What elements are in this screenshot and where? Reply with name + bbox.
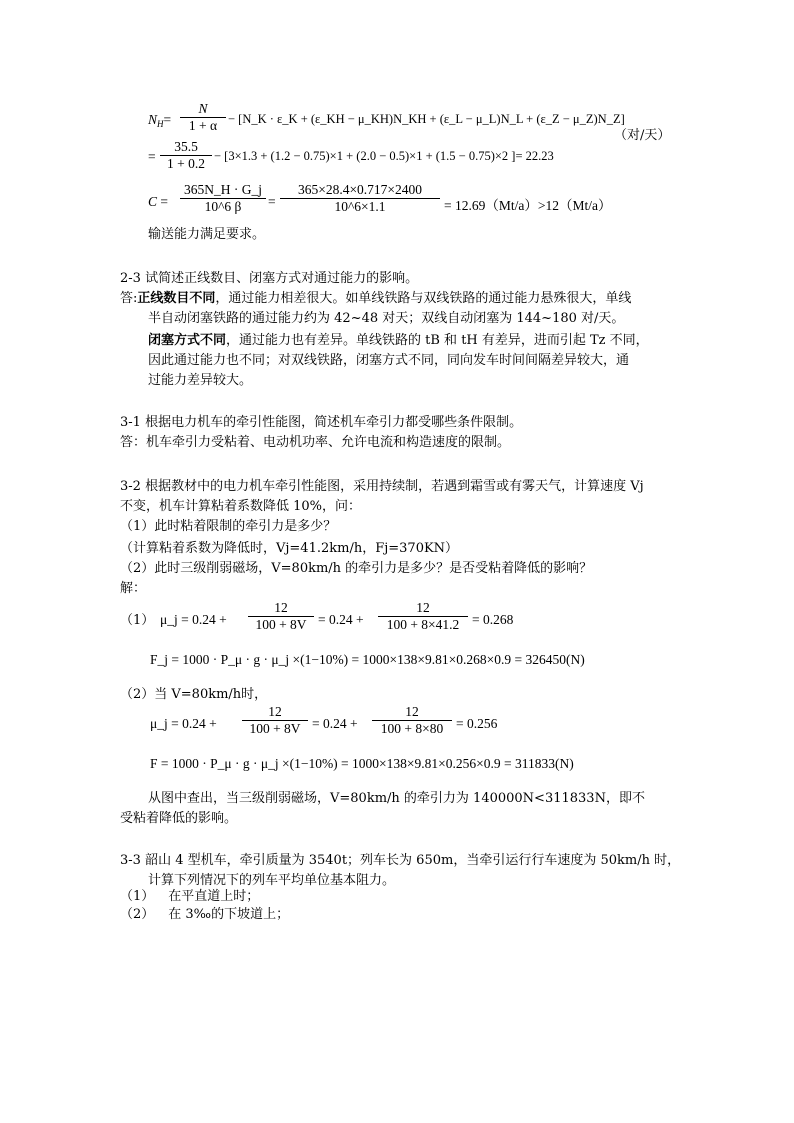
q32-line2: 不变，机车计算粘着系数降低 10%，问： (120, 499, 362, 514)
p1-fraction1: 12 100 + 8V (248, 600, 314, 633)
eq3-fraction2: 365×28.4×0.717×2400 10^6×1.1 (280, 182, 440, 215)
p1-force-equation: F_j = 1000 · P_μ · g · μ_j ×(1−10%) = 1000×138×9.81×0.268×0.9 = 326450(N) (150, 652, 585, 667)
q31-question: 3-1 根据电力机车的牵引性能图，简述机车牵引力都受哪些条件限制。 (120, 415, 523, 430)
p2-mid: = 0.24 + (312, 716, 358, 731)
q32-line1: 3-2 根据教材中的电力机车牵引性能图，采用持续制，若遇到霜雪或有雾天气，计算速度 Vj (120, 479, 644, 494)
p2-mu-lhs: μ_j = 0.24 + (150, 716, 217, 731)
eq2-bracket-terms: − [3×1.3 + (1.2 − 0.75)×1 + (2.0 − 0.5)×1 + (1.5 − 0.75)×2 ]= 22.23 (214, 149, 554, 163)
p1-result: = 0.268 (472, 612, 514, 627)
eq3-C: C = (148, 194, 169, 209)
p2-result: = 0.256 (456, 716, 498, 731)
q23-question: 2-3 试简述正线数目、闭塞方式对通过能力的影响。 (120, 271, 419, 286)
q23-answer-line3: 闭塞方式不同，通过能力也有差异。单线铁路的 tB 和 tH 有差异，进而引起 Tz 不同， (148, 333, 649, 348)
p2-fraction1: 12 100 + 8V (242, 704, 308, 737)
q23-bold-term1: 正线数目不同 (137, 291, 216, 306)
q32-conclusion-line1: 从图中查出，当三级削弱磁场，V=80km/h 的牵引力为 140000N<311833N，即不 (148, 791, 645, 806)
p1-mu-lhs: μ_j = 0.24 + (160, 612, 227, 627)
eq1-bracket-terms: − [N_K · ε_K + (ε_KH − μ_KH)N_KH + (ε_L − μ_L)N_L + (ε_Z − μ_Z)N_Z] (228, 112, 625, 126)
q32-solution-label: 解： (120, 581, 147, 596)
q31-answer: 答：机车牵引力受粘着、电动机功率、允许电流和构造速度的限制。 (120, 435, 511, 450)
q32-sub1-note: （计算粘着系数为降低时，Vj=41.2km/h，Fj=370KN） (120, 541, 459, 556)
q23-answer-line5: 过能力差异较大。 (148, 373, 253, 388)
eq3-result: = 12.69（Mt/a）>12（Mt/a） (444, 198, 612, 213)
eq2-equals: = (148, 149, 156, 164)
p1-label: （1） (120, 613, 155, 628)
p2-fraction2: 12 100 + 8×80 (372, 704, 452, 737)
p1-mid: = 0.24 + (318, 612, 364, 627)
q23-answer-line1: 答:正线数目不同，通过能力相差很大。如单线铁路与双线铁路的通过能力悬殊很大，单线 (120, 291, 632, 306)
eq1-lhs: $N_H=$ (148, 112, 172, 129)
p1-fraction2: 12 100 + 8×41.2 (378, 600, 468, 633)
eq2-fraction: 35.5 1 + 0.2 (160, 139, 212, 172)
eq1-fraction: N 1 + α (180, 101, 226, 134)
q23-answer-line2: 半自动闭塞铁路的通过能力约为 42~48 对天；双线自动闭塞为 144~180 对/天。 (148, 311, 625, 326)
q23-bold-term2: 闭塞方式不同 (148, 333, 227, 348)
q23-answer-line4: 因此通过能力也不同；对双线铁路，闭塞方式不同，同向发车时间间隔差异较大，通 (148, 353, 630, 368)
q33-item2: （2） 在 3‰的下坡道上； (120, 907, 290, 922)
conclusion-text: 输送能力满足要求。 (148, 227, 266, 242)
q33-line2: 计算下列情况下的列车平均单位基本阻力。 (148, 873, 396, 888)
eq3-equals: = (268, 194, 276, 209)
eq1-unit: （对/天） (614, 128, 671, 143)
q32-sub2: （2）此时三级削弱磁场，V=80km/h 的牵引力是多少？是否受粘着降低的影响？ (120, 561, 593, 576)
p2-force-equation: F = 1000 · P_μ · g · μ_j ×(1−10%) = 1000×138×9.81×0.256×0.9 = 311833(N) (150, 756, 574, 771)
eq3-fraction1: 365N_H · G_j 10^6 β (180, 182, 266, 215)
q33-line1: 3-3 韶山 4 型机车，牵引质量为 3540t；列车长为 650m，当牵引运行行车速度为 50km/h 时， (120, 853, 681, 868)
q33-item1: （1） 在平直道上时； (120, 889, 260, 904)
q32-sub1: （1）此时粘着限制的牵引力是多少？ (120, 519, 337, 534)
q32-conclusion-line2: 受粘着降低的影响。 (120, 811, 238, 826)
p2-label: （2）当 V=80km/h时， (120, 687, 268, 702)
